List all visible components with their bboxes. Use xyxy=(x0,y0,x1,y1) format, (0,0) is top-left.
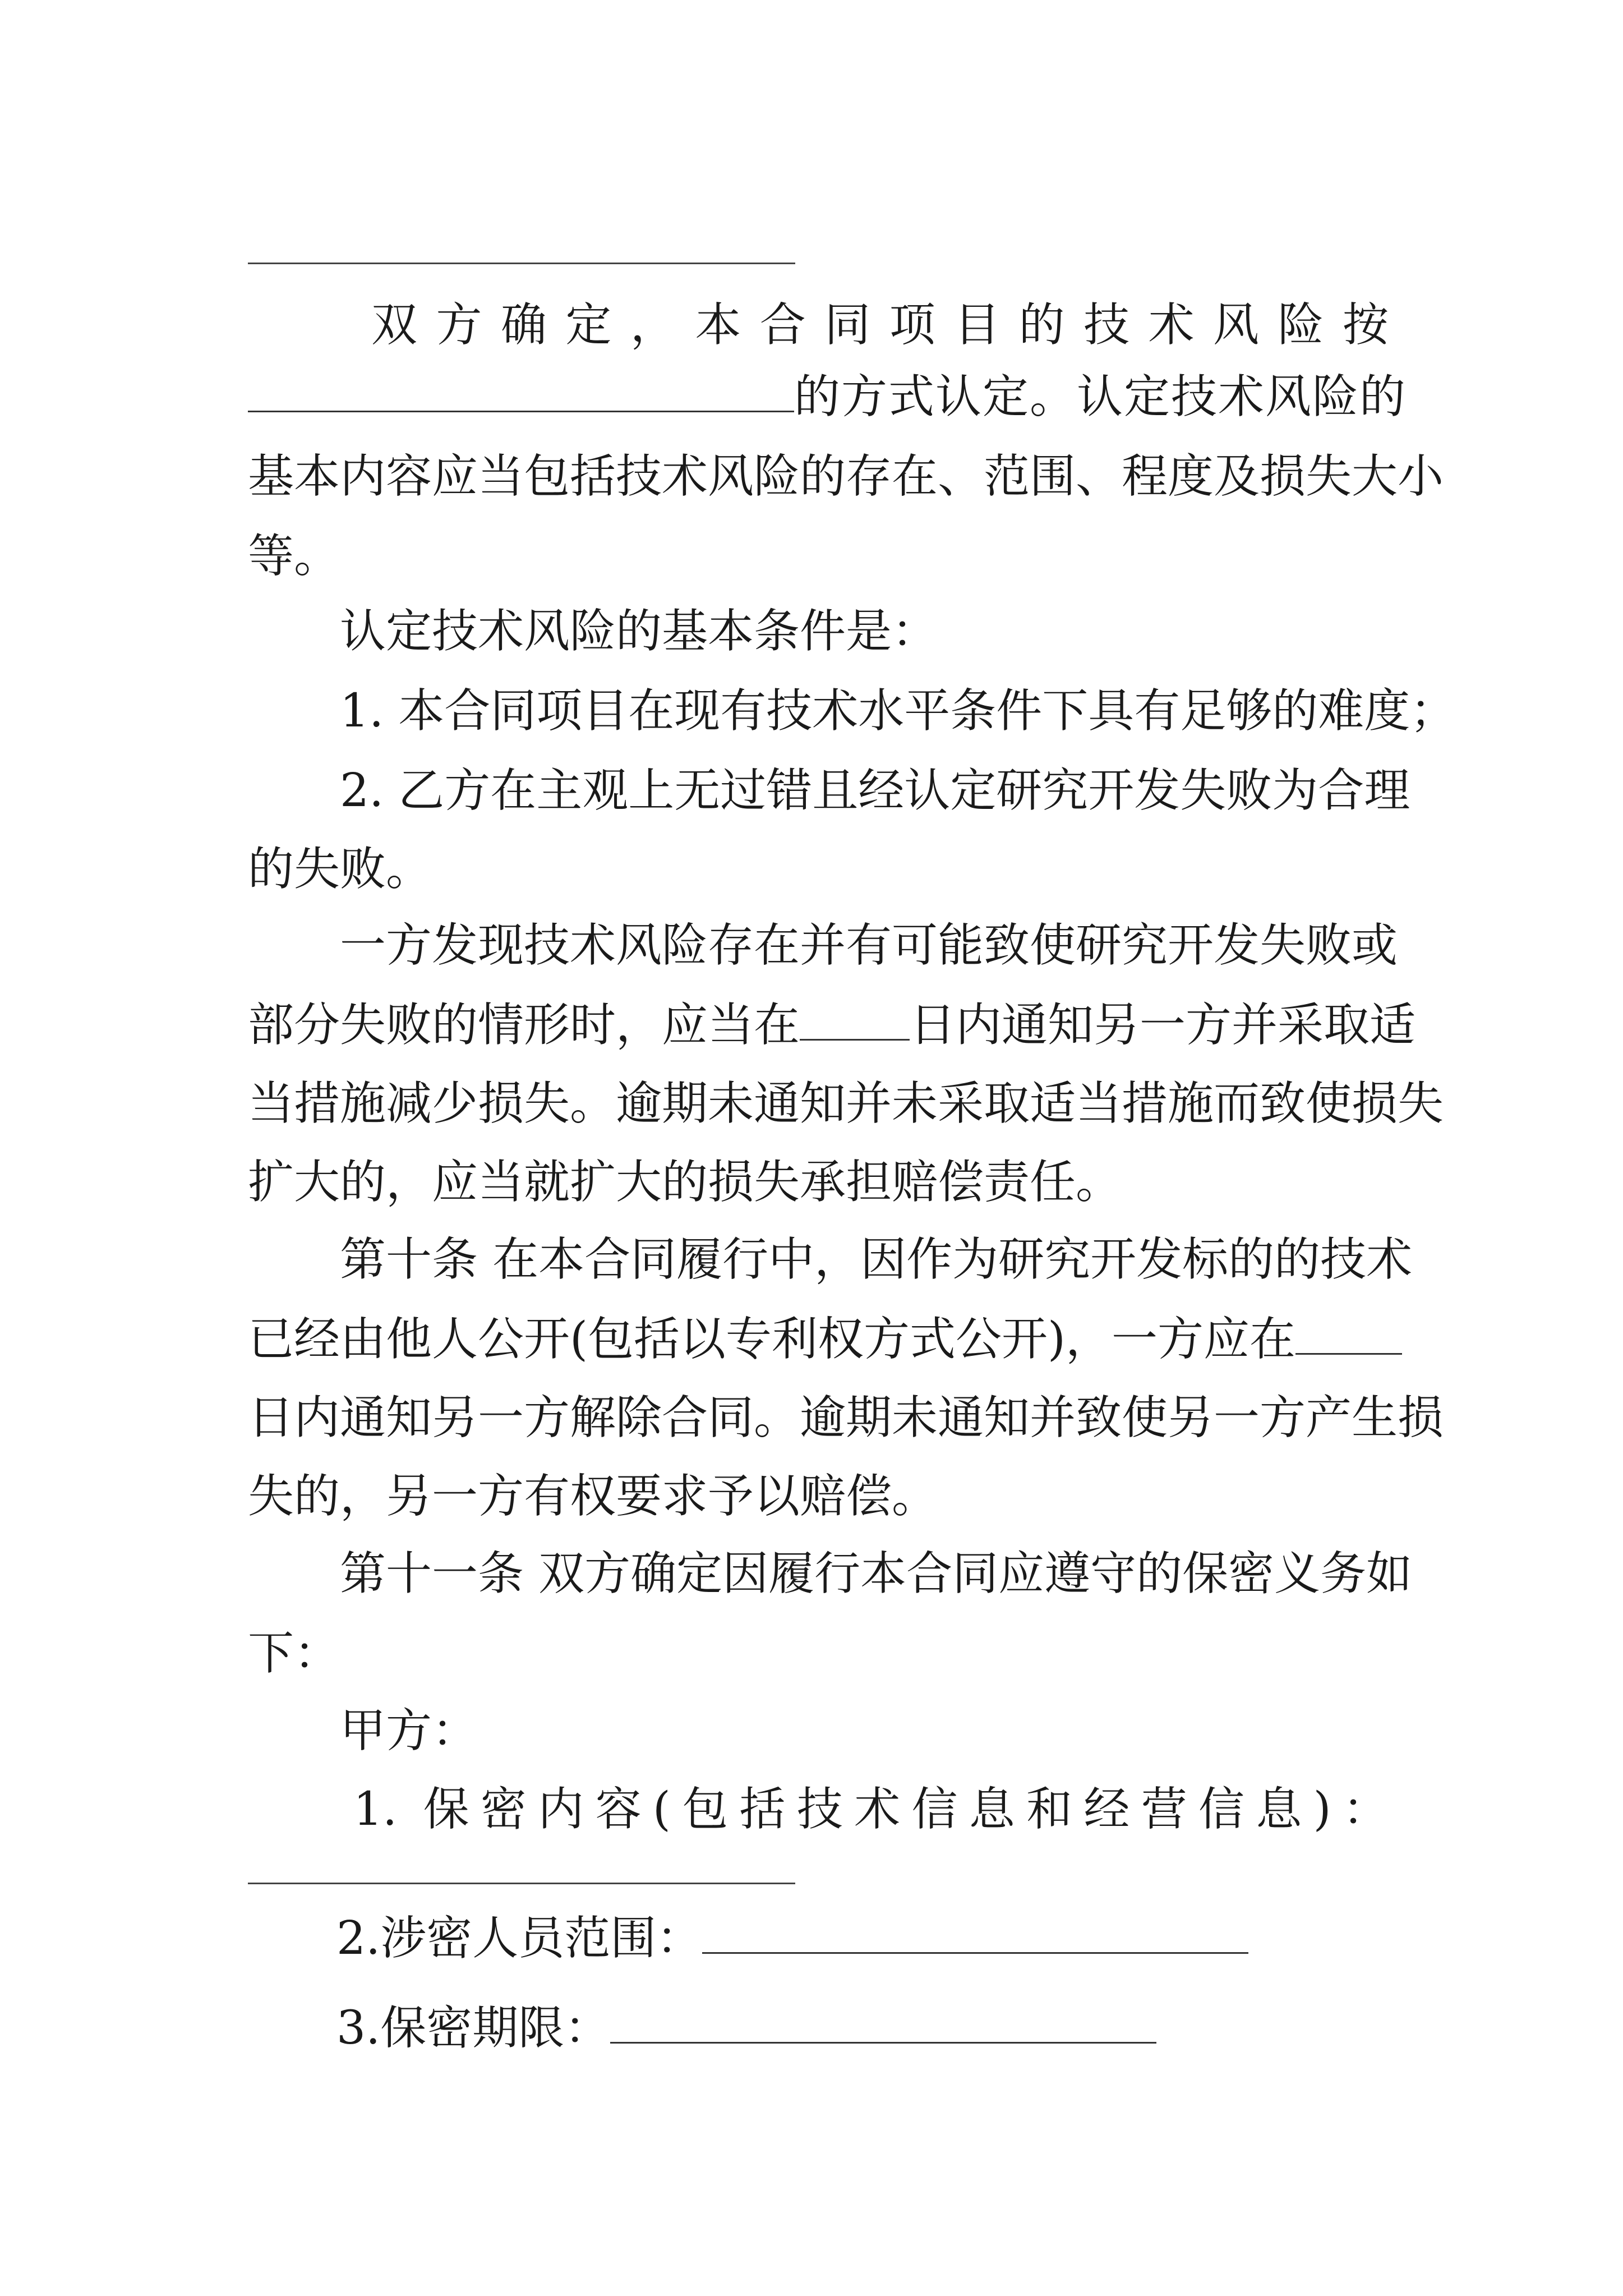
article-heading-line: 第十条 在本合同履行中，因作为研究开发标的的技术 xyxy=(340,1233,1413,1286)
fill-blank[interactable] xyxy=(1295,1320,1402,1355)
paragraph-line: 已经由他人公开(包括以专利权方式公开)，一方应在 xyxy=(248,1312,1389,1368)
paragraph-line: 部分失败的情形时，应当在 日内通知另一方并采取适 xyxy=(248,999,1416,1052)
list-item: 1. 本合同项目在现有技术水平条件下具有足够的难度； xyxy=(340,684,1456,738)
fill-blank[interactable] xyxy=(702,1913,1248,1954)
list-item: 2.涉密人员范围： xyxy=(336,1911,1477,1967)
paragraph-line: 日内通知另一方解除合同。逾期未通知并致使另一方产生损 xyxy=(248,1391,1444,1444)
fill-blank[interactable] xyxy=(800,1006,910,1041)
article-heading-line: 第十一条 双方确定因履行本合同应遵守的保密义务如 xyxy=(340,1547,1413,1600)
fill-blank-line xyxy=(248,1883,795,1884)
fill-blank[interactable] xyxy=(610,2003,1156,2044)
list-item: 2. 乙方在主观上无过错且经认定研究开发失败为合理 xyxy=(340,764,1410,817)
paragraph-line: 的方式认定。认定技术风险的 xyxy=(248,369,1389,425)
paragraph-line: 基本内容应当包括技术风险的存在、范围、程度及损失大小 xyxy=(248,450,1444,503)
paragraph-line: 一方发现技术风险存在并有可能致使研究开发失败或 xyxy=(340,919,1398,972)
paragraph-line: 下： xyxy=(248,1627,340,1680)
fill-blank-line xyxy=(248,263,795,264)
paragraph-line: 失的，另一方有权要求予以赔偿。 xyxy=(248,1470,938,1523)
list-item: 3.保密期限： xyxy=(336,2000,1477,2056)
paragraph-line: 等。 xyxy=(248,530,340,583)
paragraph-line: 的失败。 xyxy=(248,843,432,896)
paragraph-line: 甲方： xyxy=(340,1704,478,1757)
paragraph-line: 扩大的，应当就扩大的损失承担赔偿责任。 xyxy=(248,1156,1122,1209)
fill-blank[interactable] xyxy=(248,377,794,412)
paragraph-line: 认定技术风险的基本条件是： xyxy=(340,605,938,658)
list-item: 1. 保密内容(包括技术信息和经营信息)： xyxy=(353,1783,1389,1836)
paragraph-line: 当措施减少损失。逾期未通知并未采取适当措施而致使损失 xyxy=(248,1077,1444,1130)
paragraph-line: 双方确定，本合同项目的技术风险按 xyxy=(371,298,1389,352)
